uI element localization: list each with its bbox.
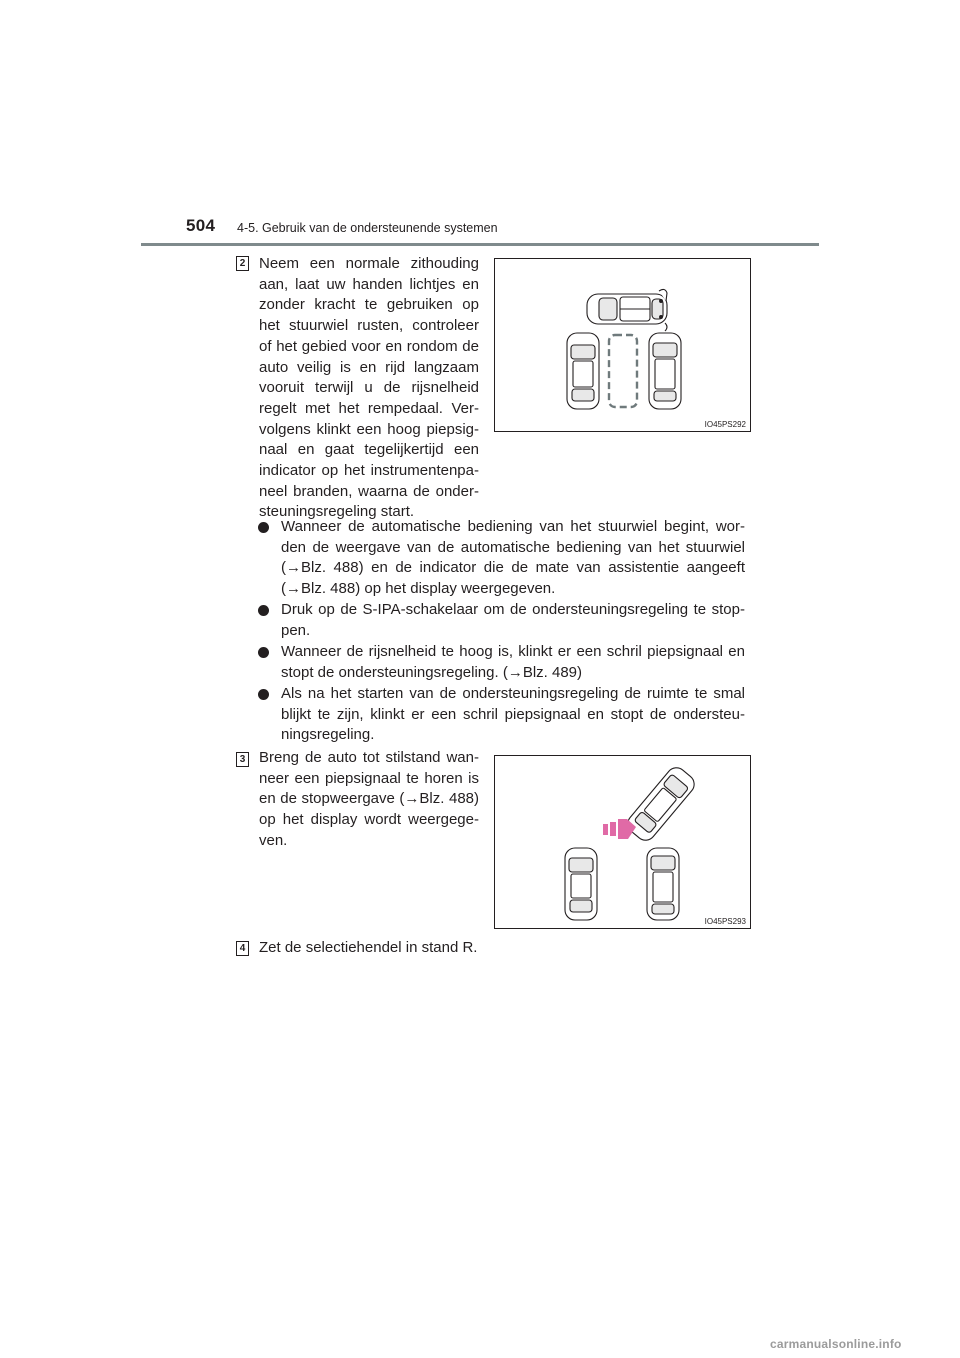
bullet-text: Wanneer de automatische bediening van het stuurwiel begint, wor-den de weergave van de automatische bediening van het stuurwiel (→Blz. 488) en de indicator die de mate van assistentie aangeeft (→Blz. 488) op het display weergegeven.	[281, 518, 745, 598]
parked-car-right	[647, 848, 679, 920]
step-3-text: Breng de auto tot stilstand wan-neer een piepsignaal te horen is en de stopweergave (→Blz. 488) op het display wordt weergege-ven.	[259, 749, 479, 849]
bullet-text: Wanneer de rijsnelheid te hoog is, klinkt er een schril piepsignaal en stopt de ondersteuningsregeling. (→Blz. 489)	[281, 643, 745, 681]
step-badge-4: 4	[236, 941, 249, 956]
bullet-text: Als na het starten van de ondersteuningsregeling de ruimte te smal blijkt te zijn, klinkt er een schril piepsignaal en stopt de ondersteu-ningsregeling.	[281, 685, 745, 744]
bullet-dot	[258, 605, 269, 616]
stop-position-illustration	[495, 756, 750, 928]
step-2-text: Neem een normale zithouding aan, laat uw handen lichtjes en zonder kracht te gebruiken op het stuurwiel rusten, controleer of het gebied voor en rondom de auto veilig is en rijd langzaam vooruit terwijl u de rijsnelheid regelt met het rempedaal. Ver-volgens klinkt een hoog piepsig-naal en gaat tegelijkertijd een indicator op het instrumentenpa-neel branden, waarna de onder-steuningsregeling start.	[259, 255, 479, 521]
moving-car	[587, 294, 667, 324]
stopping-car	[624, 764, 698, 845]
parking-start-illustration	[495, 259, 750, 431]
parked-car-left	[567, 333, 599, 409]
step-4-text: Zet de selectiehendel in stand R.	[259, 939, 478, 956]
parked-car-left	[565, 848, 597, 920]
step-badge-3: 3	[236, 752, 249, 767]
bullet-dot	[258, 689, 269, 700]
bullet-dot	[258, 647, 269, 658]
watermark: carmanualsonline.info	[770, 1337, 902, 1351]
target-space	[609, 335, 637, 407]
figure-stop-position	[494, 755, 751, 929]
header-rule	[141, 243, 819, 246]
figure-parking-start	[494, 258, 751, 432]
bullet-text: Druk op de S-IPA-schakelaar om de ondersteuningsregeling te stop-pen.	[281, 601, 745, 639]
step-badge-2: 2	[236, 256, 249, 271]
page-number: 504	[186, 216, 216, 235]
figure-code: IO45PS293	[704, 917, 746, 926]
bullet-dot	[258, 522, 269, 533]
parked-car-right	[649, 333, 681, 409]
figure-code: IO45PS292	[704, 420, 746, 429]
section-title: 4-5. Gebruik van de ondersteunende systemen	[237, 221, 498, 235]
